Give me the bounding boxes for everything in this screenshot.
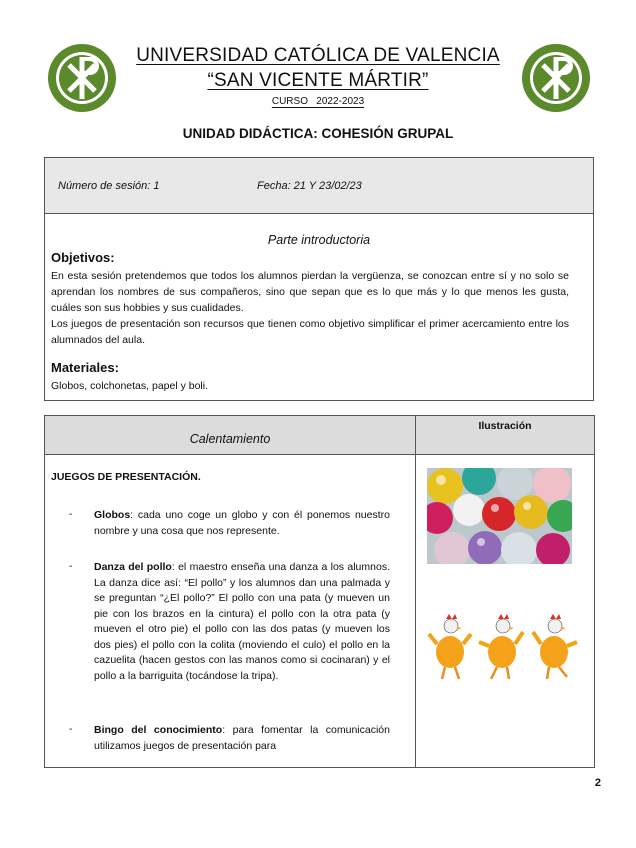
list-item: Bingo del conocimiento: para fomentar la comunicación utilizamos juegos de presentación para xyxy=(94,724,390,752)
session-number: Número de sesión: 1 xyxy=(58,180,160,192)
column-warmup: Calentamiento xyxy=(189,432,271,446)
games-title: JUEGOS DE PRESENTACIÓN. xyxy=(51,471,201,483)
objectives-heading: Objetivos: xyxy=(51,250,115,265)
bullet: - xyxy=(69,723,73,735)
page-number: 2 xyxy=(594,777,601,789)
course-label: CURSO 2022-2023 xyxy=(271,96,365,107)
column-divider xyxy=(415,416,416,767)
list-item: Danza del pollo: el maestro enseña una danza a los alumnos. La danza dice así: “El pollo” y los alumnos dan una palmada y se preguntan “¿El pollo?” El pollo con una pata (y mueven un pie con los brazos en la cintura) el pollo con la otra pata (y mueven el otro pie) el pollo con las dos patas (y mueven los dos pies) el pollo con la colita (moviendo el culo) el pollo en la cazuelita (hacen gestos con las manos como si cocinaran) y el pollo a la barriguita (tocándose la tripa). xyxy=(94,561,390,682)
session-date: Fecha: 21 Y 23/02/23 xyxy=(257,180,362,192)
objectives-text: En esta sesión pretendemos que todos los alumnos pierdan la vergüenza, se conozcan entre sí y no solo se aprendan los nombres de sus compañeros, sino que sepan que es lo que más y lo que menos les gusta, cuáles son sus hobbies y sus cualidades. xyxy=(51,270,569,314)
materials-text: Globos, colchonetas, papel y boli. xyxy=(51,380,209,392)
list-item: Globos: cada uno coge un globo y con él ponemos nuestro nombre y una cosa que nos represente. xyxy=(94,509,390,537)
objectives-text-2: Los juegos de presentación son recursos que tienen como objetivo simplificar el primer acercamiento entre los alumnados del aula. xyxy=(51,318,569,346)
balloons-image xyxy=(427,468,572,564)
column-illustration: Ilustración xyxy=(478,420,532,432)
bullet: - xyxy=(69,560,73,572)
unit-title: UNIDAD DIDÁCTICA: COHESIÓN GRUPAL xyxy=(182,126,454,141)
activity-table xyxy=(44,415,595,768)
university-title: UNIVERSIDAD CATÓLICA DE VALENCIA xyxy=(136,45,500,66)
materials-heading: Materiales: xyxy=(51,360,119,375)
dancing-chickens-image xyxy=(427,612,587,682)
session-header xyxy=(45,158,593,214)
university-subtitle: “SAN VICENTE MÁRTIR” xyxy=(207,70,429,91)
bullet: - xyxy=(69,508,73,520)
section-title: Parte introductoria xyxy=(267,233,371,247)
session-box xyxy=(44,157,594,401)
table-header xyxy=(45,416,594,455)
